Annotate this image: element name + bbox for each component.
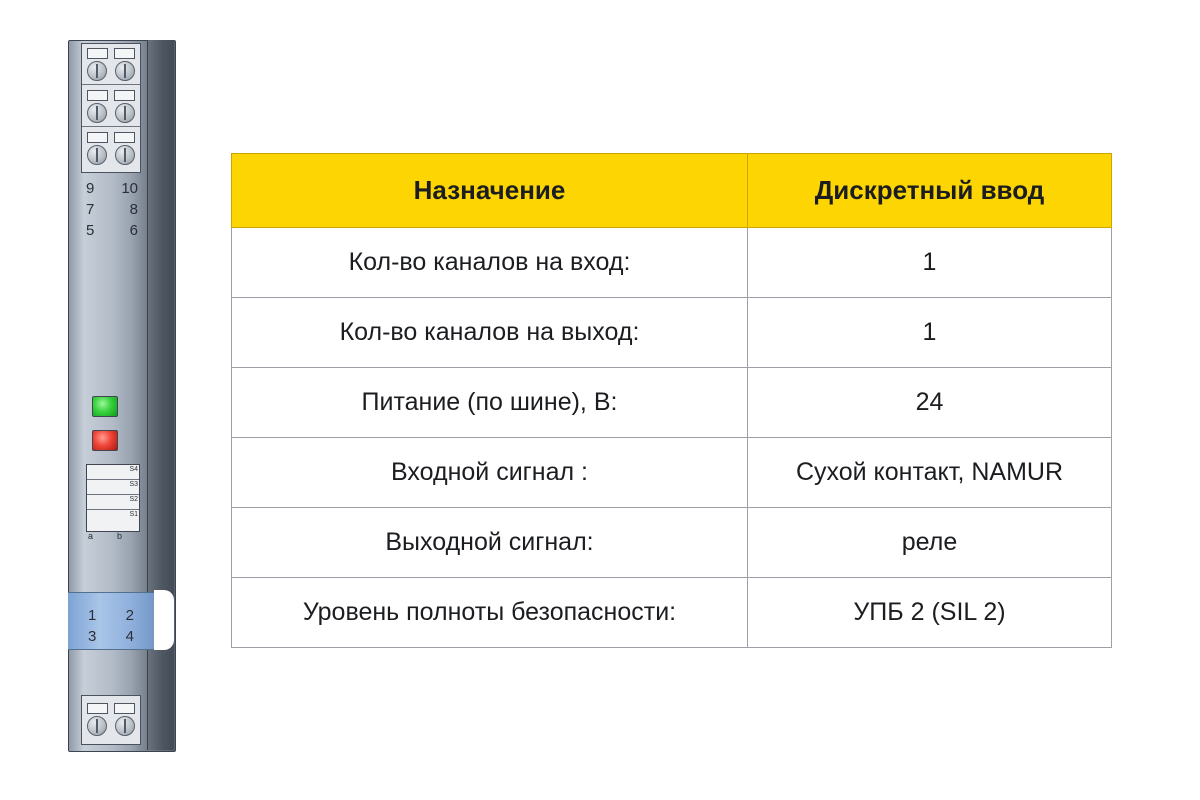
table-row — [232, 438, 1112, 508]
table-row — [232, 298, 1112, 368]
red-fault-led-icon — [92, 430, 118, 451]
terminal-number: 6 — [129, 222, 138, 239]
connector-notch — [154, 590, 174, 650]
bottom-terminal-block — [81, 695, 141, 745]
terminal-screw-row — [82, 128, 140, 169]
terminal-number: 4 — [125, 628, 134, 645]
row-value: 1 — [748, 298, 1112, 368]
terminal-number: 9 — [86, 180, 95, 197]
terminal-slot-pair — [87, 90, 135, 101]
dip-switch-axis-right: b — [116, 531, 122, 541]
terminal-slot-pair — [87, 703, 135, 714]
table-header-row — [232, 154, 1112, 228]
terminal-slot — [114, 48, 135, 59]
row-value: УПБ 2 (SIL 2) — [748, 578, 1112, 648]
terminal-slot-pair — [87, 48, 135, 59]
table-row — [232, 508, 1112, 578]
terminal-number: 8 — [129, 201, 138, 218]
dip-switch-row — [87, 465, 139, 480]
top-terminal-block — [81, 43, 141, 173]
terminal-number-row — [86, 199, 138, 220]
dip-switch-label: S4 — [129, 466, 138, 473]
terminal-number: 7 — [86, 201, 95, 218]
terminal-number: 3 — [88, 628, 97, 645]
terminal-slot — [87, 90, 108, 101]
table-row — [232, 578, 1112, 648]
terminal-screw-pair — [87, 103, 135, 123]
green-status-led-icon — [92, 396, 118, 417]
terminal-slot — [114, 703, 135, 714]
terminal-screw-row — [82, 696, 140, 742]
dip-switch-label: S2 — [129, 496, 138, 503]
terminal-slot — [114, 132, 135, 143]
terminal-number: 2 — [125, 607, 134, 624]
row-value: 24 — [748, 368, 1112, 438]
row-label: Кол-во каналов на вход: — [232, 228, 748, 298]
dip-switch-row — [87, 495, 139, 510]
dip-switch-axis-labels — [88, 531, 122, 541]
terminal-number: 1 — [88, 607, 97, 624]
row-label: Кол-во каналов на выход: — [232, 298, 748, 368]
terminal-slot — [87, 132, 108, 143]
row-label: Питание (по шине), В: — [232, 368, 748, 438]
specification-table — [231, 153, 1112, 648]
dip-switch-bank — [86, 464, 140, 532]
row-label: Входной сигнал : — [232, 438, 748, 508]
terminal-screw-pair — [87, 145, 135, 165]
terminal-number-row — [86, 178, 138, 199]
terminal-number-row — [88, 605, 134, 626]
screw-icon — [115, 103, 135, 123]
terminal-number: 10 — [121, 180, 138, 197]
device-module-illustration — [68, 40, 174, 750]
terminal-slot — [87, 48, 108, 59]
table-header-label: Назначение — [232, 154, 748, 228]
terminal-numbers-top — [86, 178, 138, 241]
terminal-screw-row — [82, 44, 140, 85]
terminal-number: 5 — [86, 222, 95, 239]
screw-icon — [87, 145, 107, 165]
terminal-screw-pair — [87, 716, 135, 736]
dip-switch-label: S3 — [129, 481, 138, 488]
terminal-slot-pair — [87, 132, 135, 143]
terminal-number-row — [88, 626, 134, 647]
terminal-screw-row — [82, 86, 140, 127]
table-header-value: Дискретный ввод — [748, 154, 1112, 228]
row-value: 1 — [748, 228, 1112, 298]
screw-icon — [115, 61, 135, 81]
terminal-number-row — [86, 220, 138, 241]
row-value: Сухой контакт, NAMUR — [748, 438, 1112, 508]
screw-icon — [115, 145, 135, 165]
terminal-slot — [114, 90, 135, 101]
terminal-slot — [87, 703, 108, 714]
row-value: реле — [748, 508, 1112, 578]
dip-switch-axis-left: a — [88, 531, 94, 541]
dip-switch-row — [87, 510, 139, 525]
dip-switch-label: S1 — [129, 511, 138, 518]
row-label: Уровень полноты безопасности: — [232, 578, 748, 648]
screw-icon — [87, 103, 107, 123]
screw-icon — [87, 716, 107, 736]
dip-switch-row — [87, 480, 139, 495]
screw-icon — [87, 61, 107, 81]
table-row — [232, 368, 1112, 438]
terminal-screw-pair — [87, 61, 135, 81]
screw-icon — [115, 716, 135, 736]
row-label: Выходной сигнал: — [232, 508, 748, 578]
terminal-numbers-bottom — [88, 605, 134, 647]
table-row — [232, 228, 1112, 298]
